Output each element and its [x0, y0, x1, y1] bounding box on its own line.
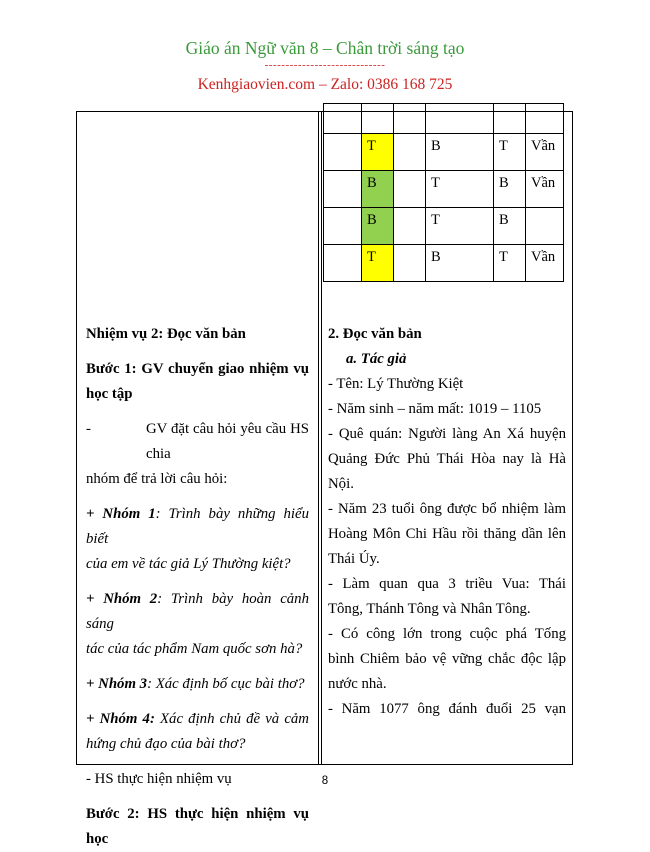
tone-grid-cell-text: B	[367, 212, 377, 228]
tone-grid-row	[324, 245, 564, 282]
tone-grid-cell-text	[324, 208, 361, 212]
tone-grid-row	[324, 104, 564, 134]
group-1-text-cont: của em về tác giả Lý Thường kiệt?	[86, 556, 291, 572]
hs-task: - HS thực hiện nhiệm vụ	[86, 771, 232, 787]
gv-instruction	[86, 417, 309, 467]
tone-grid-cell-text	[324, 134, 361, 138]
tone-grid-cell	[494, 104, 526, 134]
tone-grid-cell-text: T	[367, 138, 376, 154]
tone-grid-cell-text	[394, 134, 425, 138]
step-1-heading-cont: học tập	[86, 386, 133, 402]
tone-grid-cell-text: T	[499, 138, 508, 154]
tone-grid-cell	[426, 104, 494, 134]
tone-grid-cell-text	[324, 104, 361, 108]
group-4-text-cont: hứng chủ đạo của bài thơ?	[86, 736, 246, 752]
tone-grid-cell	[324, 171, 362, 208]
tone-grid-cell-text: B	[431, 138, 441, 154]
tone-grid-cell	[426, 208, 494, 245]
tone-grid-cell-text: T	[431, 175, 440, 191]
group-1	[86, 502, 309, 552]
tone-grid	[323, 103, 564, 282]
author-home-line2: Quảng Đức Phủ Thái Hòa nay là Hà	[328, 451, 566, 467]
tone-grid-cell	[526, 134, 564, 171]
group-1-label: + Nhóm 1	[86, 506, 156, 522]
group-3	[86, 672, 309, 697]
tone-grid-cell-text	[494, 104, 525, 108]
tone-grid-cell-text: T	[367, 249, 376, 265]
tone-grid-cell-text: Vần	[531, 138, 556, 154]
column-divider-inner	[321, 111, 322, 765]
tone-grid-cell	[362, 208, 394, 245]
tone-grid-cell	[394, 171, 426, 208]
tone-grid-cell	[426, 171, 494, 208]
right-column	[328, 322, 566, 722]
author-1077: - Năm 1077 ông đánh đuổi 25 vạn	[328, 701, 566, 717]
tone-grid-cell	[526, 208, 564, 245]
author-age-line1: - Năm 23 tuổi ông được bổ nhiệm làm	[328, 501, 566, 517]
gv-dash: -	[86, 421, 91, 437]
author-name: - Tên: Lý Thường Kiệt	[328, 376, 464, 392]
tone-grid-cell	[494, 134, 526, 171]
author-kings-line2: Tông, Thánh Tông và Nhân Tông.	[328, 601, 531, 617]
task-2-heading: Nhiệm vụ 2: Đọc văn bản	[86, 326, 246, 342]
tone-grid-cell-text: T	[499, 249, 508, 265]
tone-grid-cell-text	[526, 208, 563, 212]
document-header-title: Giáo án Ngữ văn 8 – Chân trời sáng tạo	[185, 38, 465, 58]
author-years: - Năm sinh – năm mất: 1019 – 1105	[328, 401, 542, 417]
tone-grid-cell-text	[426, 104, 493, 108]
step-2-heading: Bước 2: HS thực hiện nhiệm vụ học	[86, 806, 309, 847]
tone-grid-cell	[394, 245, 426, 282]
tone-grid-cell-text: Vần	[531, 249, 556, 265]
tone-grid-cell	[362, 134, 394, 171]
tone-grid-cell-text	[394, 245, 425, 249]
tone-grid-row	[324, 134, 564, 171]
group-4-text: Xác định chủ đề và cảm	[154, 711, 309, 727]
group-4-label: + Nhóm 4:	[86, 711, 155, 727]
tone-grid-cell	[324, 245, 362, 282]
tone-grid-cell	[394, 104, 426, 134]
tone-grid-cell	[526, 104, 564, 134]
tone-grid-cell	[324, 208, 362, 245]
author-kings-line1: - Làm quan qua 3 triều Vua: Thái	[328, 576, 566, 592]
tone-grid-cell	[526, 171, 564, 208]
tone-grid-cell	[394, 208, 426, 245]
tone-grid-cell-text	[362, 104, 393, 108]
author-age-line2: Hoàng Môn Chi Hầu rồi thăng dần lên	[328, 526, 566, 542]
tone-grid-cell	[394, 134, 426, 171]
column-divider	[318, 111, 319, 765]
tone-grid-cell	[324, 104, 362, 134]
gv-instruction-line2: nhóm để trả lời câu hỏi:	[86, 471, 228, 487]
step-1-heading: Bước 1: GV chuyển giao nhiệm vụ	[86, 361, 309, 377]
tone-grid-cell-text: T	[431, 212, 440, 228]
tone-grid-cell-text	[324, 245, 361, 249]
tone-grid-cell-text	[526, 104, 563, 108]
tone-grid-cell	[494, 171, 526, 208]
tone-grid-cell-text: B	[431, 249, 441, 265]
sub-heading-author: a. Tác giả	[346, 351, 407, 367]
tone-grid-cell-text	[324, 171, 361, 175]
tone-grid-cell-text: Vần	[531, 175, 556, 191]
document-header-rule: -----------------------------	[264, 59, 386, 71]
author-age-line3: Thái Úy.	[328, 551, 380, 567]
tone-grid-cell-text	[394, 104, 425, 108]
tone-grid-cell-text: B	[367, 175, 377, 191]
section-heading: 2. Đọc văn bản	[328, 326, 422, 342]
group-2-text: : Trình bày hoàn cảnh sáng	[86, 591, 309, 632]
author-home-line1: - Quê quán: Người làng An Xá huyện	[328, 426, 566, 442]
tone-grid-cell	[324, 134, 362, 171]
tone-grid-cell	[362, 171, 394, 208]
tone-grid-cell-text	[394, 208, 425, 212]
gv-instruction-line1: GV đặt câu hỏi yêu cầu HS chia	[146, 421, 309, 462]
group-2	[86, 587, 309, 637]
tone-grid-row	[324, 171, 564, 208]
tone-grid-cell-text	[394, 171, 425, 175]
tone-grid-cell-text: B	[499, 175, 509, 191]
tone-grid-cell-text: B	[499, 212, 509, 228]
tone-grid-cell	[426, 245, 494, 282]
group-3-text: : Xác định bố cục bài thơ?	[147, 676, 305, 692]
group-1-text: : Trình bày những hiểu biết	[86, 506, 309, 547]
author-merit-line2: bình Chiêm bảo vệ vững chắc độc lập	[328, 651, 566, 667]
page-number: 8	[321, 775, 329, 787]
tone-grid-cell	[526, 245, 564, 282]
group-4	[86, 707, 309, 732]
tone-grid-cell	[362, 104, 394, 134]
group-3-label: + Nhóm 3	[86, 676, 148, 692]
document-header-site: Kenhgiaovien.com – Zalo: 0386 168 725	[197, 76, 453, 93]
tone-grid-cell	[494, 208, 526, 245]
author-merit-line1: - Có công lớn trong cuộc phá Tống	[328, 626, 566, 642]
left-column	[86, 322, 309, 852]
group-2-text-cont: tác của tác phẩm Nam quốc sơn hà?	[86, 641, 303, 657]
tone-grid-row	[324, 208, 564, 245]
tone-grid-cell	[362, 245, 394, 282]
tone-grid-cell	[426, 134, 494, 171]
tone-grid-cell	[494, 245, 526, 282]
author-home-line3: Nội.	[328, 476, 354, 492]
author-merit-line3: nước nhà.	[328, 676, 387, 692]
group-2-label: + Nhóm 2	[86, 591, 158, 607]
